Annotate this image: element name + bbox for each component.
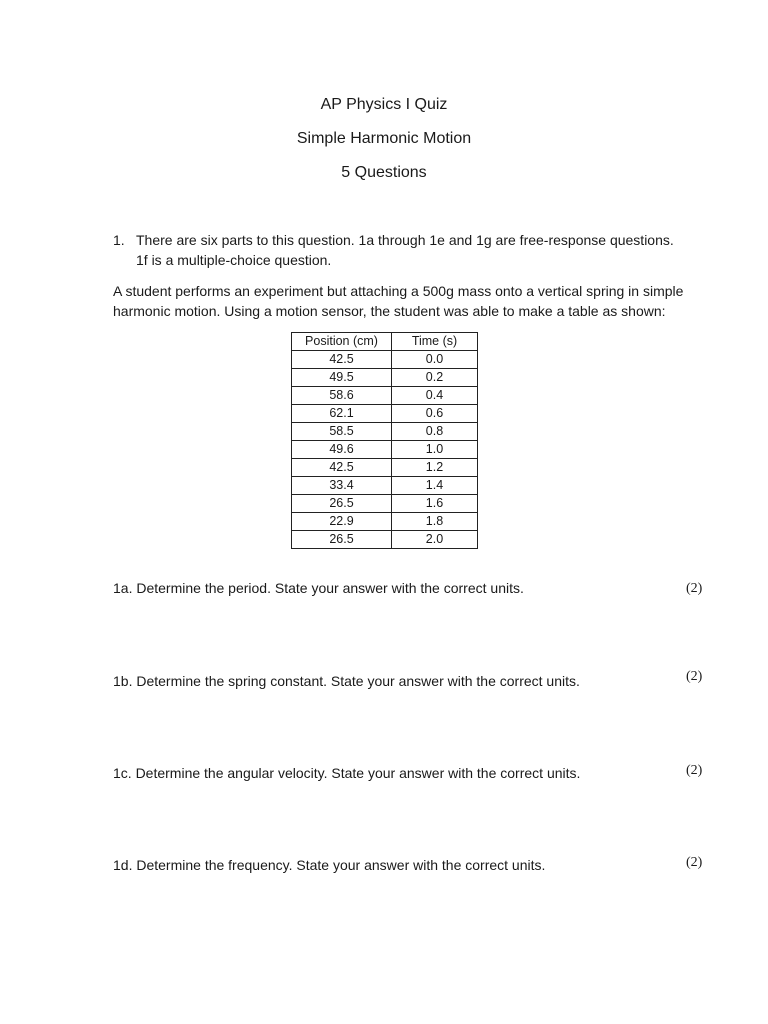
table-row — [292, 387, 478, 405]
time-cell: 1.8 — [392, 513, 478, 531]
subquestion-1c-points: (2) — [686, 763, 703, 778]
subquestion-1b: 1b. Determine the spring constant. State your answer with the correct units. — [113, 673, 580, 689]
table-row — [292, 351, 478, 369]
table-row — [292, 459, 478, 477]
position-cell: 58.5 — [292, 423, 392, 441]
table-row — [292, 531, 478, 549]
position-cell: 26.5 — [292, 531, 392, 549]
table-row — [292, 477, 478, 495]
table-header-row — [292, 333, 478, 351]
subquestion-1d: 1d. Determine the frequency. State your answer with the correct units. — [113, 857, 546, 873]
position-cell: 58.6 — [292, 387, 392, 405]
table-row — [292, 405, 478, 423]
table-row — [292, 423, 478, 441]
question-1-text: There are six parts to this question. 1a through 1e and 1g are free-response questions. 1f is a multiple-choice question. — [136, 232, 674, 268]
time-cell: 0.0 — [392, 351, 478, 369]
position-cell: 49.5 — [292, 369, 392, 387]
question-1-number: 1. — [113, 232, 125, 248]
time-cell: 0.2 — [392, 369, 478, 387]
time-cell: 1.4 — [392, 477, 478, 495]
table-row — [292, 513, 478, 531]
time-cell: 0.8 — [392, 423, 478, 441]
table-row — [292, 495, 478, 513]
table-row — [292, 369, 478, 387]
quiz-subtitle: Simple Harmonic Motion — [296, 130, 472, 147]
table-row — [292, 441, 478, 459]
position-cell: 22.9 — [292, 513, 392, 531]
position-cell: 42.5 — [292, 351, 392, 369]
subquestion-1d-points: (2) — [686, 855, 703, 870]
question-count: 5 Questions — [341, 164, 427, 181]
experiment-intro: A student performs an experiment but attaching a 500g mass onto a vertical spring in simple harmonic motion. Using a motion sensor, the student was able to make a table as shown: — [113, 283, 684, 319]
time-cell: 0.6 — [392, 405, 478, 423]
time-cell: 1.0 — [392, 441, 478, 459]
position-time-table — [291, 332, 478, 549]
position-cell: 33.4 — [292, 477, 392, 495]
position-cell: 42.5 — [292, 459, 392, 477]
time-cell: 0.4 — [392, 387, 478, 405]
quiz-title: AP Physics I Quiz — [320, 96, 448, 113]
subquestion-1c: 1c. Determine the angular velocity. State your answer with the correct units. — [113, 765, 581, 781]
subquestion-1a: 1a. Determine the period. State your answer with the correct units. — [113, 580, 524, 596]
subquestion-1b-points: (2) — [686, 669, 703, 684]
question-1 — [113, 230, 683, 270]
position-cell: 49.6 — [292, 441, 392, 459]
position-cell: 26.5 — [292, 495, 392, 513]
time-cell: 1.6 — [392, 495, 478, 513]
position-column-header: Position (cm) — [292, 333, 392, 351]
subquestion-1a-points: (2) — [686, 581, 703, 596]
time-cell: 1.2 — [392, 459, 478, 477]
time-cell: 2.0 — [392, 531, 478, 549]
time-column-header: Time (s) — [392, 333, 478, 351]
position-cell: 62.1 — [292, 405, 392, 423]
